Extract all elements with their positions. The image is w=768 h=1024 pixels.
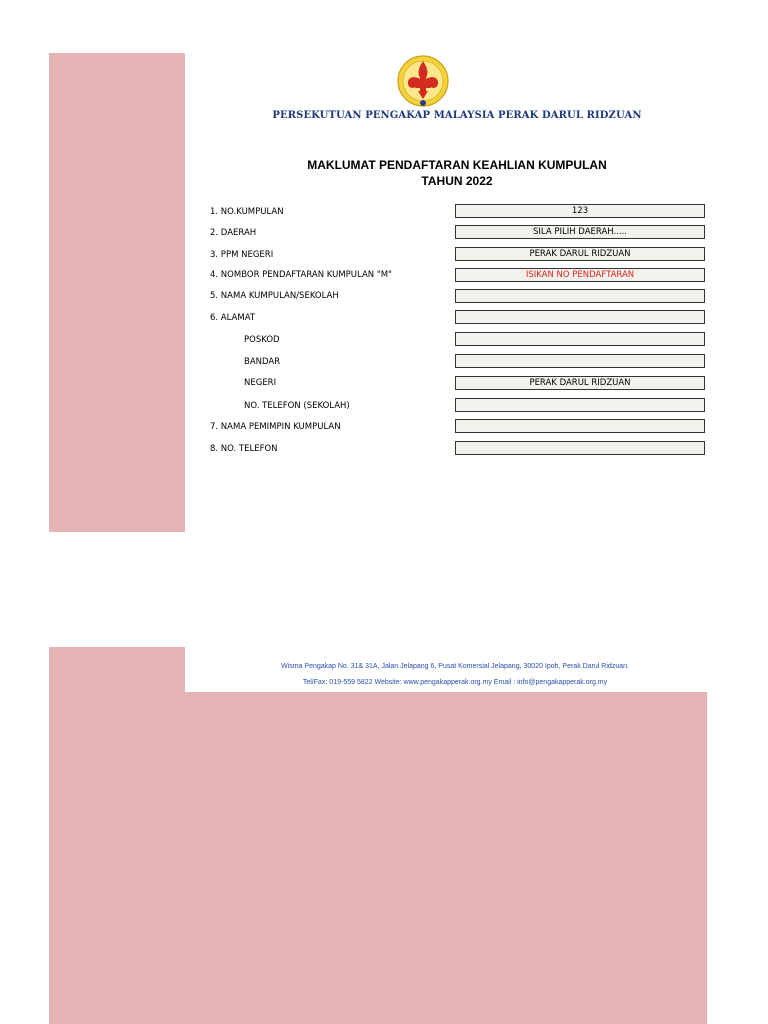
input-no-telefon[interactable] bbox=[455, 441, 705, 455]
label-nombor-pendaftaran: 4. NOMBOR PENDAFTARAN KUMPULAN "M" bbox=[210, 270, 392, 280]
label-nama-kumpulan: 5. NAMA KUMPULAN/SEKOLAH bbox=[210, 291, 339, 301]
label-alamat: 6. ALAMAT bbox=[210, 313, 256, 323]
input-nama-pemimpin[interactable] bbox=[455, 419, 705, 433]
select-daerah[interactable]: SILA PILIH DAERAH..... bbox=[455, 225, 705, 239]
input-telefon-sekolah[interactable] bbox=[455, 398, 705, 412]
form-title-line1: MAKLUMAT PENDAFTARAN KEAHLIAN KUMPULAN bbox=[307, 158, 607, 172]
input-nombor-pendaftaran[interactable]: ISIKAN NO PENDAFTARAN bbox=[455, 268, 705, 282]
input-ppm-negeri[interactable]: PERAK DARUL RIDZUAN bbox=[455, 247, 705, 261]
decorative-pink-panel-left bbox=[49, 53, 185, 532]
label-telefon-sekolah: NO. TELEFON (SEKOLAH) bbox=[244, 401, 350, 411]
form-title-year: TAHUN 2022 bbox=[421, 174, 493, 188]
input-bandar[interactable] bbox=[455, 354, 705, 368]
label-ppm-negeri: 3. PPM NEGERI bbox=[210, 250, 274, 260]
label-daerah: 2. DAERAH bbox=[210, 228, 257, 238]
footer-contact: Tel/Fax: 019-559 5822 Website: www.pengakapperak.org.my Email : info@pengakapperak.org.my bbox=[302, 679, 608, 686]
scout-emblem-icon bbox=[396, 53, 450, 111]
organization-name: PERSEKUTUAN PENGAKAP MALAYSIA PERAK DARUL RIDZUAN bbox=[272, 110, 642, 121]
decorative-pink-panel-bottom-left bbox=[49, 647, 185, 1024]
form-title bbox=[200, 157, 714, 189]
input-negeri[interactable]: PERAK DARUL RIDZUAN bbox=[455, 376, 705, 390]
input-alamat[interactable] bbox=[455, 310, 705, 324]
label-bandar: BANDAR bbox=[244, 357, 281, 367]
decorative-pink-panel-bottom bbox=[185, 692, 707, 1024]
input-nama-kumpulan[interactable] bbox=[455, 289, 705, 303]
input-no-kumpulan[interactable]: 123 bbox=[455, 204, 705, 218]
label-no-kumpulan: 1. NO.KUMPULAN bbox=[210, 207, 284, 217]
label-poskod: POSKOD bbox=[244, 335, 280, 345]
footer-address: Wisma Pengakap No. 31& 31A, Jalan Jelapang 6, Pusat Komersial Jelapang, 30020 Ipoh, Perak Darul Ridzuan. bbox=[281, 663, 629, 670]
label-negeri: NEGERI bbox=[244, 378, 277, 388]
label-no-telefon: 8. NO. TELEFON bbox=[210, 444, 278, 454]
input-poskod[interactable] bbox=[455, 332, 705, 346]
label-nama-pemimpin: 7. NAMA PEMIMPIN KUMPULAN bbox=[210, 422, 341, 432]
